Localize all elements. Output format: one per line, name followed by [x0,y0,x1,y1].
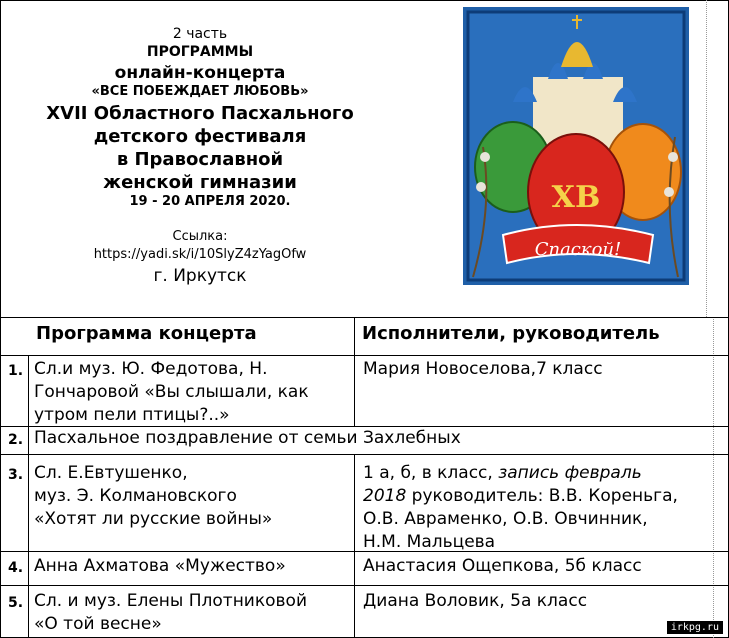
row-number: 2. [8,432,24,448]
row-number: 1. [8,363,24,379]
col-border [354,454,355,638]
motto: «ВСЕ ПОБЕЖДАЕТ ЛЮБОВЬ» [91,84,309,99]
row-number: 3. [8,467,24,483]
part-label: 2 часть [172,26,228,42]
dotted-margin [713,317,714,638]
link-url[interactable]: https://yadi.sk/i/10SlyZ4zYagOfw [93,247,307,262]
performers-text: Мария Новоселова,7 класс [363,359,603,379]
banner-text: Спаской! [534,239,622,260]
city: г. Иркутск [153,266,247,286]
col-border [354,317,355,426]
program-text: Сл. Е.Евтушенко, муз. Э. Колмановского «Хотят ли русские войны» [34,463,273,529]
link-label: Ссылка: [172,229,228,244]
table-header-border [0,355,729,356]
program-text: Пасхальное поздравление от семьи Захлебных [34,428,461,448]
row-number: 4. [8,560,24,576]
festival-line-3: в Православной [116,149,284,170]
program-header [0,0,440,317]
num-col-border [28,355,29,638]
concert-label: онлайн-концерта [114,63,286,83]
row-number: 5. [8,595,24,611]
performers-text: Анастасия Ощепкова, 5б класс [363,556,642,576]
dates: 19 - 20 АПРЕЛЯ 2020. [129,194,291,209]
egg-text: ХВ [551,180,601,215]
program-text: Сл.и муз. Ю. Федотова, Н. Гончаровой «Вы слышали, как утром пели птицы?..» [34,359,309,425]
easter-poster-image [463,7,689,285]
row-border [0,454,729,455]
watermark: irkpg.ru [667,621,723,634]
dotted-margin [706,0,707,317]
festival-line-4: женской гимназии [103,172,297,193]
festival-line-2: детского фестиваля [93,126,307,147]
performers-text: Диана Воловик, 5а класс [363,591,588,611]
programs-label: ПРОГРАММЫ [146,44,254,60]
row-border [0,585,729,586]
col-performers-header: Исполнители, руководитель [362,323,660,344]
performers-text: 1 а, б, в класс, запись февраль 2018 руководитель: В.В. Кореньга, О.В. Авраменко, О.В. Овчинник, Н.М. Мальцева [363,463,678,552]
table-top-border [0,317,729,318]
easter-poster [463,7,689,285]
festival-line-1: XVII Областного Пасхального [46,103,354,124]
program-text: Сл. и муз. Елены Плотниковой «О той весне» [34,591,307,634]
col-program-header: Программа концерта [36,323,257,344]
program-text: Анна Ахматова «Мужество» [34,556,286,576]
